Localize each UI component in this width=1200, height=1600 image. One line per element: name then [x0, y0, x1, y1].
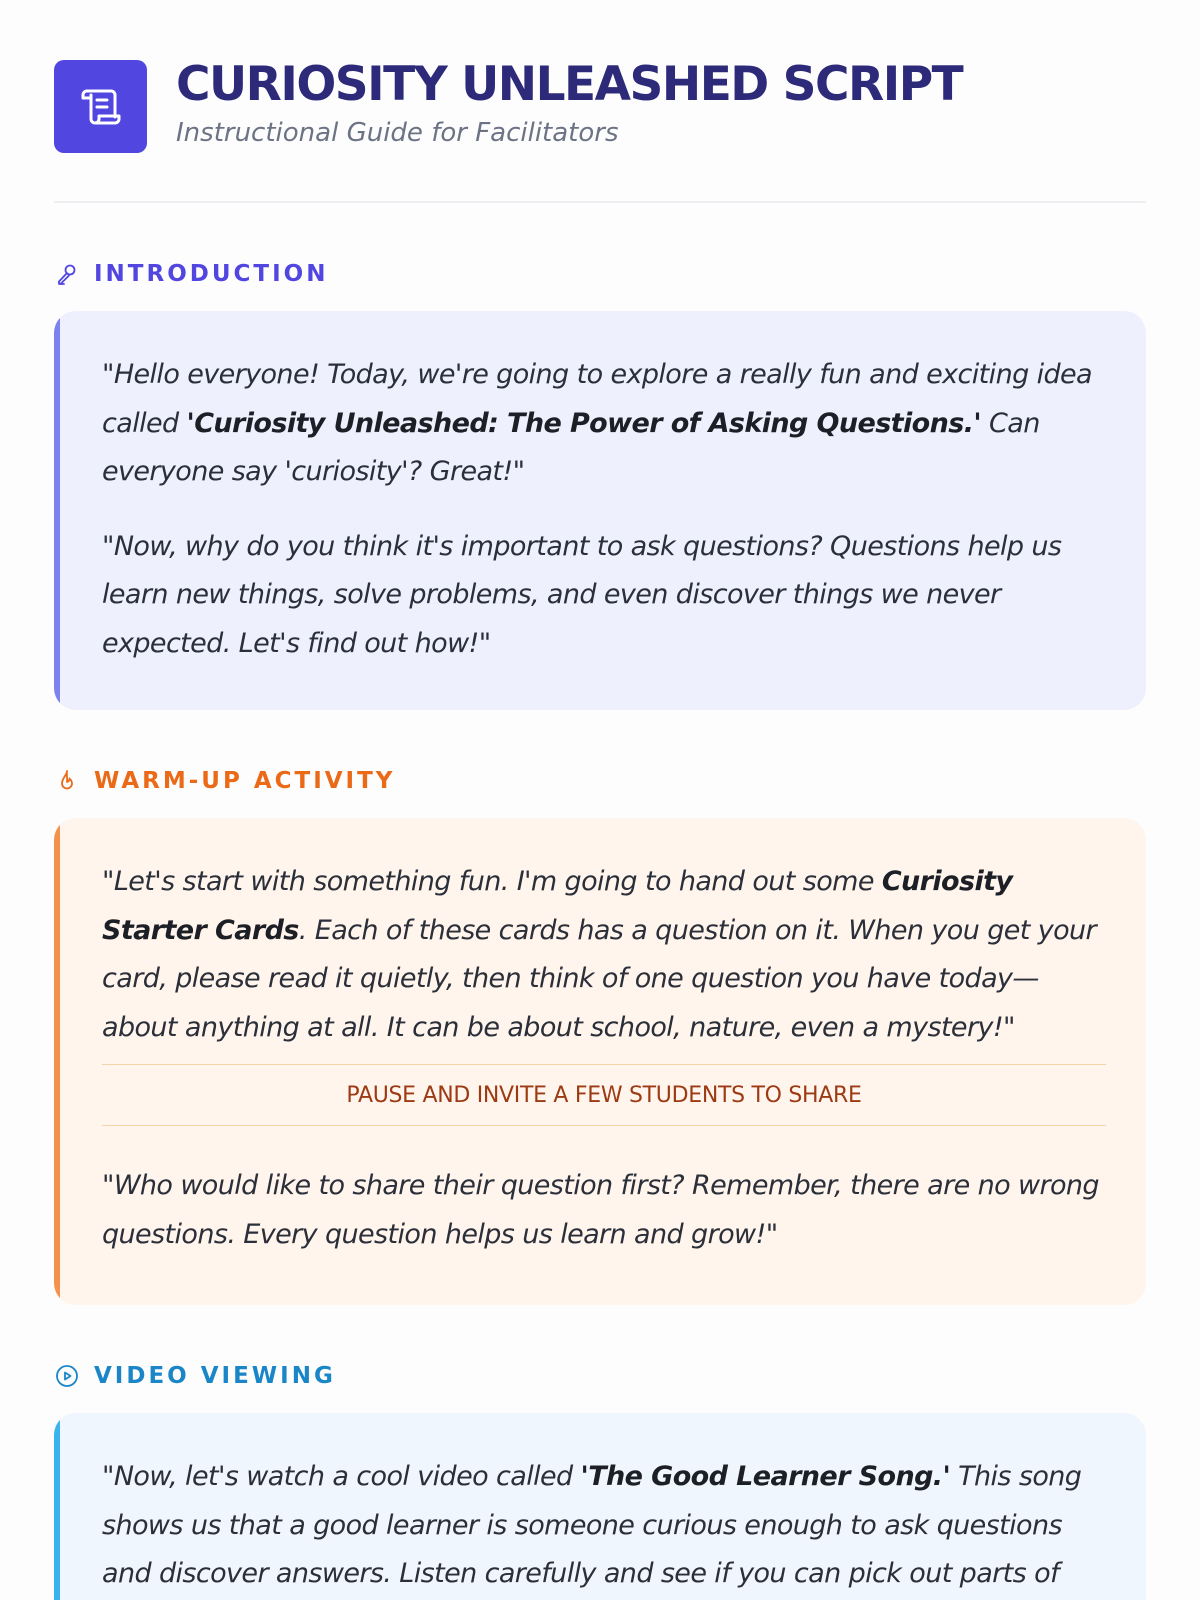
title-block: [176, 56, 963, 149]
page-header: [54, 0, 1146, 153]
section-heading-video: [54, 1361, 336, 1391]
introduction-paragraph-1: [102, 351, 1106, 497]
page-title: CURIOSITY UNLEASHED SCRIPT: [176, 56, 963, 112]
lesson-title-emphasis: 'Curiosity Unleashed: The Power of Asking Questions.': [186, 407, 982, 439]
warmup-text: "Let's start with something fun. I'm going to hand out some: [102, 866, 882, 897]
video-text: "Now, let's watch a cool video called: [102, 1461, 581, 1492]
introduction-paragraph-2: "Now, why do you think it's important to ask questions? Questions help us learn new things, solve problems, and even discover things we never expected. Let's find out how!": [102, 530, 1062, 659]
starter-cards-emphasis: Curiosity Starter Cards: [102, 866, 1013, 946]
section-label-introduction: INTRODUCTION: [94, 261, 329, 287]
song-title-emphasis: 'The Good Learner Song.': [580, 1461, 951, 1492]
section-heading-introduction: [54, 259, 328, 289]
video-card: [54, 1413, 1146, 1600]
flame-icon: [54, 768, 80, 794]
introduction-card: [54, 311, 1146, 710]
header-divider: [54, 201, 1146, 203]
scroll-icon: [54, 60, 147, 153]
video-text: This song shows us that a good learner is someone curious enough to ask questions and discover answers. Listen carefully and see if you can pick out parts of: [102, 1461, 1082, 1589]
warmup-paragraph-1: [102, 858, 1106, 1052]
section-heading-warmup: [54, 766, 395, 796]
section-label-warmup: WARM-UP ACTIVITY: [94, 768, 396, 794]
stage-direction: PAUSE AND INVITE A FEW STUDENTS TO SHARE: [102, 1064, 1106, 1126]
microphone-icon: [54, 261, 80, 287]
page-subtitle: Instructional Guide for Facilitators: [176, 117, 619, 148]
section-label-video: VIDEO VIEWING: [94, 1363, 336, 1389]
video-paragraph-1: [102, 1453, 1106, 1599]
introduction-text: Can everyone say 'curiosity'? Great!": [102, 407, 1040, 487]
play-circle-icon: [54, 1363, 80, 1389]
warmup-card: [54, 818, 1146, 1305]
warmup-paragraph-2: "Who would like to share their question first? Remember, there are no wrong questions. Every question helps us learn and grow!": [102, 1170, 1099, 1250]
warmup-text: . Each of these cards has a question on it. When you get your card, please read it quietly, then think of one question you have today—about anything at all. It can be about school, nature, even a mystery!": [102, 914, 1097, 1043]
introduction-text: "Hello everyone! Today, we're going to explore a really fun and exciting idea called: [102, 359, 1093, 439]
